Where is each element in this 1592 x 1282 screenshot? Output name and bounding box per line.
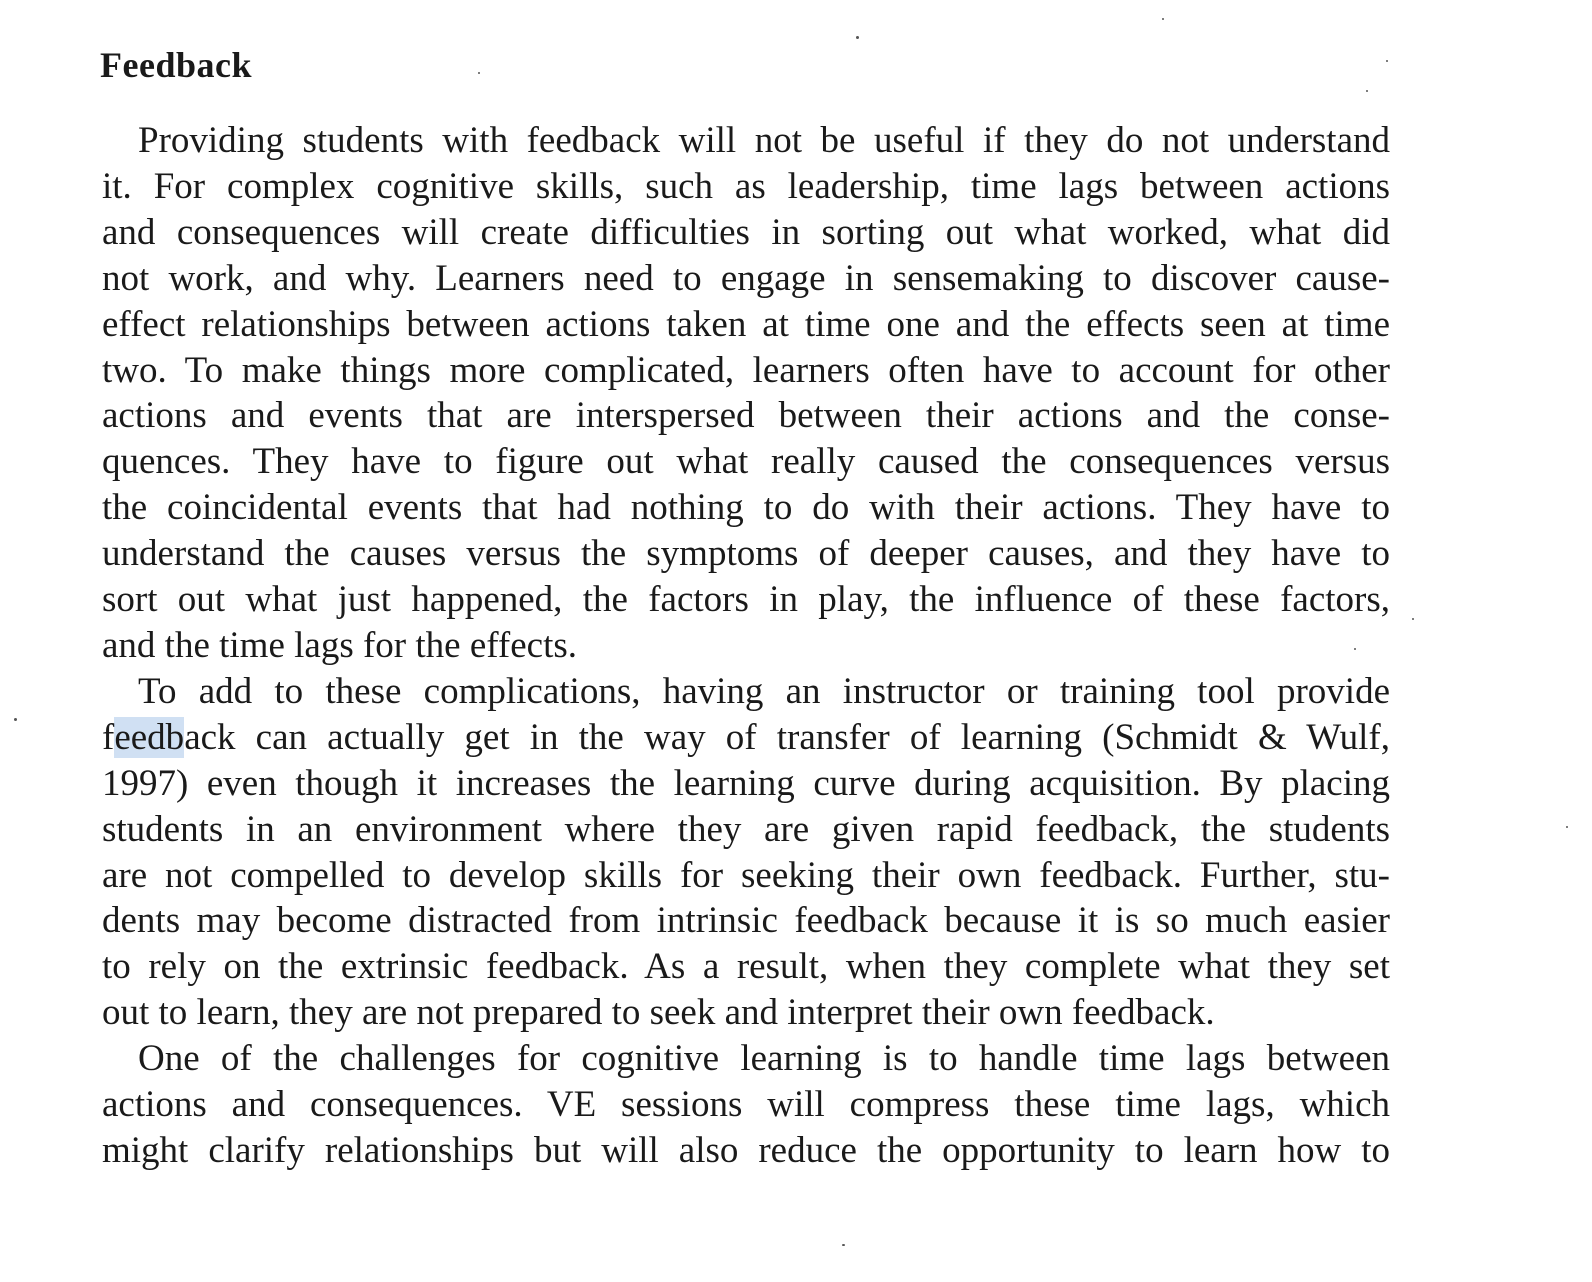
scan-speck	[842, 1244, 845, 1246]
scan-speck	[856, 36, 859, 39]
paragraph-2	[102, 669, 1390, 1036]
text-line: actions and events that are interspersed between their actions and the conse-	[102, 395, 1390, 437]
text-line: 1997) even though it increases the learning curve during acquisition. By placing	[102, 762, 1390, 804]
text-line: students in an environment where they are given rapid feedback, the students	[102, 808, 1390, 850]
text-line: and the time lags for the effects.	[102, 624, 578, 666]
text-line: understand the causes versus the symptoms of deeper causes, and they have to	[102, 533, 1390, 575]
text-line: out to learn, they are not prepared to seek and interpret their own feedback.	[102, 992, 1215, 1034]
text-line: the coincidental events that had nothing to do with their actions. They have to	[102, 487, 1390, 529]
text-line: effect relationships between actions taken at time one and the effects seen at time	[102, 303, 1390, 345]
text-selection-highlight: eedb	[114, 716, 185, 758]
scan-speck	[1412, 618, 1414, 620]
text-line: not work, and why. Learners need to engage in sensemaking to discover cause-	[102, 257, 1390, 299]
scan-speck	[478, 72, 480, 74]
scan-speck	[1566, 826, 1568, 828]
paragraph-3	[102, 1036, 1390, 1174]
text-line: and consequences will create difficulties in sorting out what worked, what did	[102, 211, 1390, 253]
scan-speck	[1354, 648, 1356, 650]
text-line: dents may become distracted from intrinsic feedback because it is so much easier	[102, 900, 1390, 942]
text-line: are not compelled to develop skills for seeking their own feedback. Further, stu-	[102, 854, 1390, 896]
text-line: to rely on the extrinsic feedback. As a result, when they complete what they set	[102, 946, 1390, 988]
text-line-rest: ack can actually get in the way of transfer of learning (Schmidt & Wulf,	[184, 716, 1390, 758]
text-line: two. To make things more complicated, learners often have to account for other	[102, 349, 1390, 391]
text-line: To add to these complications, having an instructor or training tool provide	[138, 670, 1390, 712]
text-line: sort out what just happened, the factors in play, the influence of these factors,	[102, 579, 1390, 621]
scan-speck	[1386, 60, 1388, 62]
scan-speck	[1366, 90, 1368, 92]
text-line: actions and consequences. VE sessions will compress these time lags, which	[102, 1084, 1390, 1126]
text-line: might clarify relationships but will also reduce the opportunity to learn how to	[102, 1129, 1390, 1171]
body-text	[102, 118, 1390, 1174]
scan-speck	[14, 718, 17, 721]
text-line: quences. They have to figure out what really caused the consequences versus	[102, 441, 1390, 483]
text-line: it. For complex cognitive skills, such as leadership, time lags between actions	[102, 165, 1390, 207]
text-line: Providing students with feedback will not be useful if they do not understand	[138, 120, 1390, 161]
paragraph-1	[102, 118, 1390, 669]
section-heading: Feedback	[100, 45, 252, 85]
scan-speck	[1162, 18, 1164, 20]
text-line-highlighted: feedback can actually get in the way of transfer of learning (Schmidt & Wulf,	[102, 716, 1390, 758]
text-line: One of the challenges for cognitive learning is to handle time lags between	[138, 1038, 1390, 1080]
